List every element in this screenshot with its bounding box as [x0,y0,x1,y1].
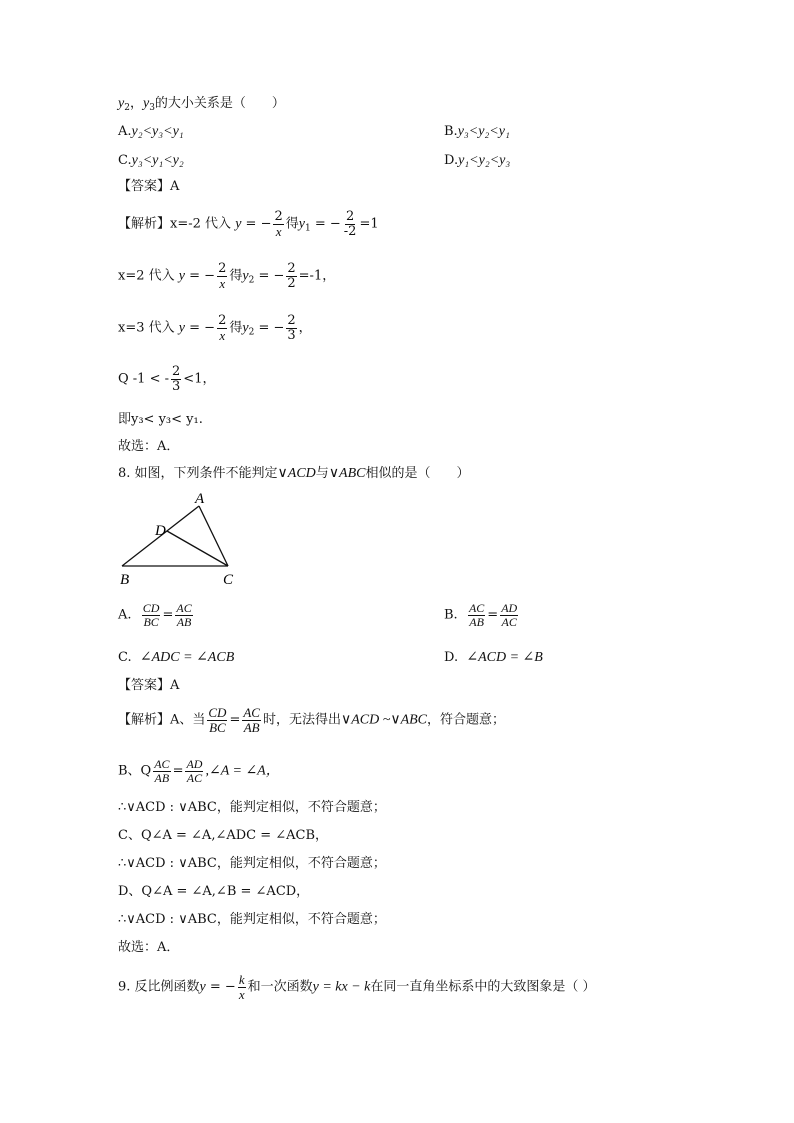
triangle-figure [112,488,252,592]
q8-option-a: A. $\frac{CD}{BC}$ = $\frac{AC}{AB}$ [118,601,192,629]
label-a: A [195,491,205,507]
q7-answer: 【答案】A [118,179,180,194]
q7-choose: 故选：A． [118,439,180,454]
q7-solution-line1: 【解析】x=-2 代入 y = − $\frac{2}{x}$ 得$y_1$ = − $\frac{2}{-2}$ =1 [118,209,379,239]
q8-stem: 8. 如图，下列条件不能判定∨ACD与∨ABC相似的是（ ） [118,466,470,481]
label-b: B [120,572,130,588]
q7-solution-line3: x=3 代入 y = − $\frac{2}{x}$ 得$y_2$ = − $\frac{2}{3}$ ， [118,313,312,343]
q7-solution-line2: x=2 代入 y = − $\frac{2}{x}$ 得$y_2$ = − $\frac{2}{2}$ =-1， [118,261,336,291]
q8-therefore-1: ∴∨ACD : ∨ABC，能判定相似，不符合题意； [118,800,386,815]
q8-option-b: B. $\frac{AC}{AB}$ = $\frac{AD}{AC}$ [444,601,518,629]
q7-option-a: A.y₂<y₃<y₁ [118,124,184,139]
q8-solution-a: 【解析】A、当 $\frac{CD}{BC}$ = $\frac{AC}{AB}$ 时，无法得出∨ACD ~∨ABC，符合题意； [118,705,506,735]
q8-solution-b: B、Q $\frac{AC}{AB}$ = $\frac{AD}{AC}$ ,∠A = ∠A， [118,757,280,785]
q7-option-d: D.y₁<y₂<y₃ [444,153,511,168]
q8-option-d: D. ∠ACD = ∠B [444,650,543,665]
q7-option-b: B.y₃<y₂<y₁ [444,124,510,139]
q7-solution-line4: Q -1 < - $\frac{2}{3}$ <1， [118,364,216,394]
q8-solution-d: D、Q∠A = ∠A,∠B = ∠ACD， [118,884,310,899]
q7-option-c: C.y₃<y₁<y₂ [118,153,184,168]
q9-stem: 9. 反比例函数y = − $\frac{k}{x}$ 和一次函数y = kx − k在同一直角坐标系中的大致图象是（ ） [118,972,596,1002]
q7-solution-line5: 即y₃< y₃< y₁. [118,412,203,427]
q8-answer: 【答案】A [118,678,180,693]
q8-choose: 故选：A． [118,940,180,955]
label-c: C [223,572,234,588]
q8-therefore-2: ∴∨ACD : ∨ABC，能判定相似，不符合题意； [118,856,386,871]
q8-solution-c: C、Q∠A = ∠A,∠ADC = ∠ACB， [118,828,329,843]
q8-therefore-3: ∴∨ACD : ∨ABC，能判定相似，不符合题意； [118,912,386,927]
label-d: D [155,523,166,539]
q8-option-c: C. ∠ADC = ∠ACB [118,650,235,665]
q7-stem: $y_2$，$y_3$的大小关系是（ ） [118,96,285,113]
